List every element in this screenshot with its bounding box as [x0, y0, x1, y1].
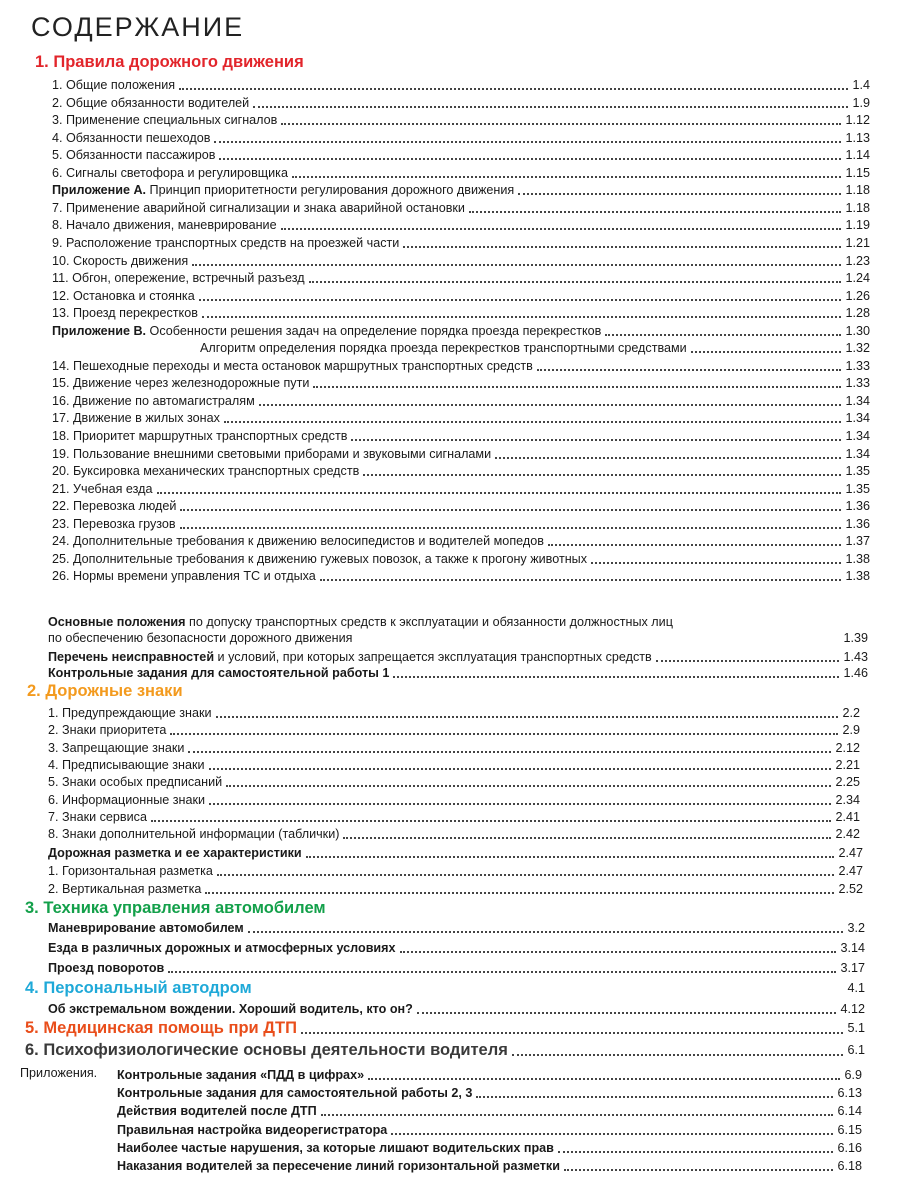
toc-entry-label: 19. Пользование внешними световыми приборами и звуковыми сигналами: [52, 446, 492, 461]
toc-entry-label: Контрольные задания для самостоятельной работы 2, 3: [117, 1086, 473, 1101]
toc-entry-page: 1.35: [845, 481, 870, 496]
toc-entry-page: 1.14: [845, 148, 870, 163]
toc-entry-page: 1.13: [845, 130, 870, 145]
leader-dots: [495, 456, 841, 459]
leader-dots: [351, 438, 841, 441]
toc-entry-page: 1.38: [845, 569, 870, 584]
toc-entry-basic-provisions-line2: [48, 628, 868, 646]
toc-entry-page: 1.34: [845, 411, 870, 426]
leader-dots: [393, 675, 839, 678]
leader-dots: [157, 491, 842, 494]
toc-entry: [52, 75, 870, 93]
toc-entry: [48, 999, 865, 1017]
leader-dots: [214, 140, 841, 143]
toc-entry-label: Наказания водителей за пересечение линий горизонтальной разметки: [117, 1159, 560, 1173]
toc-entry: [52, 303, 870, 321]
toc-entry-label: Контрольные задания «ПДД в цифрах»: [117, 1068, 365, 1082]
faults-text: и условий, при которых запрещается эксплуатация транспортных средств: [214, 650, 652, 664]
toc-entry: [117, 1101, 862, 1119]
basic-provisions-page: 1.39: [843, 631, 868, 645]
toc-entry-page: 4.12: [840, 1002, 865, 1016]
leader-dots: [179, 87, 848, 90]
toc-entry: [117, 1065, 862, 1083]
leader-dots: [301, 1031, 844, 1034]
section-1-title: 1. Правила дорожного движения: [35, 53, 304, 71]
toc-entry-bold-prefix: Приложение А.: [52, 183, 147, 198]
section-6-page: 6.1: [847, 1043, 865, 1057]
leader-dots: [321, 1113, 834, 1116]
section-4-title: 4. Персональный автодром: [25, 979, 252, 997]
toc-entry-label: 25. Дополнительные требования к движению гужевых повозок, а также к прогону животных: [52, 551, 588, 566]
basic-provisions-text: по допуску транспортных средств к эксплуатации и обязанности должностных лиц: [185, 615, 673, 629]
leader-dots: [216, 715, 839, 718]
toc-entry: [52, 391, 870, 409]
toc-entry: [52, 93, 870, 111]
toc-entry-label: Маневрирование автомобилем: [48, 921, 244, 935]
leader-dots: [512, 1053, 844, 1056]
toc-entry: [52, 110, 870, 128]
leader-dots: [309, 280, 842, 283]
toc-entry: [117, 1156, 862, 1174]
toc-entry-page: 1.32: [845, 341, 870, 356]
toc-entry: [52, 444, 870, 462]
leader-dots: [192, 263, 841, 266]
toc-entry-label: Алгоритм определения порядка проезда перекрестков транспортными средствами: [200, 341, 687, 356]
leader-dots: [403, 245, 841, 248]
toc-entry: [52, 373, 870, 391]
toc-entry: [48, 879, 863, 897]
section-4-page: 4.1: [847, 981, 865, 995]
toc-entry: [48, 938, 865, 956]
faults-page: 1.43: [843, 650, 868, 664]
leader-dots: [205, 891, 834, 894]
toc-entry: [48, 703, 860, 721]
toc-entry-page: 2.52: [838, 882, 863, 896]
toc-entry-label: 2. Общие обязанности водителей: [52, 95, 250, 110]
toc-entry-page: 1.24: [845, 271, 870, 286]
toc-entry: [48, 790, 860, 808]
appendices-prefix: Приложения.: [20, 1066, 98, 1080]
faults-bold: Перечень неисправностей: [48, 650, 215, 664]
leader-dots: [417, 1011, 837, 1014]
toc-entry-page: 6.16: [837, 1140, 862, 1155]
toc-entry-page: 2.34: [835, 792, 860, 807]
leader-dots: [209, 802, 831, 805]
toc-entry-label: 24. Дополнительные требования к движению велосипедистов и водителей мопедов: [52, 534, 544, 549]
toc-entry: [48, 807, 860, 825]
toc-entry: [52, 251, 870, 269]
leader-dots: [281, 227, 842, 230]
leader-dots: [518, 192, 841, 195]
toc-entry: [52, 233, 870, 251]
toc-entry-page: 1.34: [845, 429, 870, 443]
markings-page: 2.47: [838, 846, 863, 860]
leader-dots: [219, 157, 841, 160]
toc-entry: [52, 268, 870, 286]
toc-entry: [52, 426, 870, 444]
toc-entry-page: 3.17: [840, 961, 865, 975]
toc-entry: [52, 566, 870, 584]
toc-entry-page: 6.13: [837, 1086, 862, 1101]
toc-entry-label: 10. Скорость движения: [52, 253, 189, 268]
toc-entry-page: 1.38: [845, 551, 870, 566]
toc-entry-label: 15. Движение через железнодорожные пути: [52, 376, 310, 391]
section-5-page: 5.1: [847, 1021, 865, 1035]
page-title: СОДЕРЖАНИЕ: [31, 12, 245, 42]
toc-entry: [52, 286, 870, 304]
toc-entry-page: 2.21: [835, 757, 860, 772]
toc-entry-label: 13. Проезд перекрестков: [52, 306, 198, 321]
toc-entry-label: [52, 182, 514, 198]
toc-entry-label: 22. Перевозка людей: [52, 499, 177, 514]
toc-entry-label: 23. Перевозка грузов: [52, 516, 176, 531]
toc-entry-label: 1. Общие положения: [52, 78, 176, 92]
toc-entry-page: 3.2: [847, 921, 865, 935]
toc-entry-label: 8. Начало движения, маневрирование: [52, 218, 277, 233]
toc-entry-label: 12. Остановка и стоянка: [52, 288, 195, 303]
toc-entry-page: 2.2: [842, 706, 860, 720]
toc-entry-page: 1.36: [845, 499, 870, 514]
toc-entry: [52, 198, 870, 216]
toc-entry-page: 2.25: [835, 775, 860, 790]
leader-dots: [558, 1150, 834, 1153]
toc-entry-label: 17. Движение в жилых зонах: [52, 411, 220, 426]
toc-entry-page: 1.18: [845, 183, 870, 198]
leader-dots: [476, 1095, 833, 1098]
toc-entry-page: 6.18: [837, 1159, 862, 1173]
leader-dots: [363, 473, 841, 476]
section-5-title: 5. Медицинская помощь при ДТП: [25, 1019, 297, 1037]
leader-dots: [180, 526, 842, 529]
toc-entry: [48, 861, 863, 879]
toc-entry-label: 2. Знаки приоритета: [48, 723, 167, 738]
section-2-title: 2. Дорожные знаки: [27, 682, 183, 700]
toc-entry-page: 1.4: [852, 78, 870, 92]
toc-entry-page: 1.34: [845, 393, 870, 408]
toc-entry-page: 1.35: [845, 464, 870, 479]
leader-dots: [691, 350, 842, 353]
toc-entry-page: 6.9: [844, 1068, 862, 1082]
toc-entry-label: 3. Применение специальных сигналов: [52, 113, 278, 128]
toc-entry-control-1: [48, 663, 868, 681]
leader-dots: [469, 210, 842, 213]
basic-provisions-text-2: по обеспечению безопасности дорожного движения: [48, 631, 353, 645]
basic-provisions-bold: Основные положения: [48, 615, 186, 629]
toc-entry: [48, 824, 860, 842]
leader-dots: [226, 784, 831, 787]
toc-entry-label: 5. Обязанности пассажиров: [52, 148, 216, 163]
toc-entry-label: 16. Движение по автомагистралям: [52, 393, 255, 408]
leader-dots: [170, 732, 838, 735]
toc-entry: [52, 479, 870, 497]
leader-dots: [253, 105, 848, 108]
toc-entry-page: 1.12: [845, 113, 870, 128]
toc-entry: [48, 958, 865, 976]
leader-dots: [188, 750, 831, 753]
toc-entry-page: 1.33: [845, 376, 870, 391]
leader-dots: [605, 333, 841, 336]
toc-entry: [52, 496, 870, 514]
leader-dots: [292, 175, 842, 178]
toc-entry-page: 1.18: [845, 200, 870, 215]
toc-entry-label: 21. Учебная езда: [52, 481, 153, 496]
leader-dots: [537, 368, 842, 371]
toc-entry: [52, 128, 870, 146]
leader-dots: [343, 836, 831, 839]
leader-dots: [391, 1132, 833, 1135]
toc-entry-page: 2.42: [835, 827, 860, 842]
leader-dots: [224, 420, 842, 423]
toc-entry: [52, 321, 870, 339]
toc-entry-page: 1.21: [845, 235, 870, 250]
toc-entry-label: Правильная настройка видеорегистратора: [117, 1122, 388, 1137]
toc-entry-label: 6. Сигналы светофора и регулировщика: [52, 165, 288, 180]
toc-entry-label: 4. Обязанности пешеходов: [52, 130, 211, 145]
leader-dots: [180, 508, 841, 511]
toc-entry-label: 8. Знаки дополнительной информации (таблички): [48, 827, 340, 842]
toc-entry-label: Проезд поворотов: [48, 961, 165, 975]
toc-entry-label: [52, 323, 601, 339]
leader-dots: [248, 930, 844, 933]
toc-entry: [52, 514, 870, 532]
toc-entry-page: 1.28: [845, 306, 870, 321]
toc-entry-page: 6.15: [837, 1122, 862, 1137]
toc-entry: [52, 180, 870, 198]
leader-dots: [320, 578, 842, 581]
toc-entry-label: 7. Знаки сервиса: [48, 809, 147, 824]
toc-entry-markings: [48, 843, 863, 861]
leader-dots: [400, 950, 837, 953]
toc-entry-label: 11. Обгон, опережение, встречный разъезд: [52, 271, 305, 286]
control-1-page: 1.46: [843, 666, 868, 680]
toc-entry-label: Наиболее частые нарушения, за которые лишают водительских прав: [117, 1140, 554, 1155]
toc-entry-page: 1.19: [845, 218, 870, 233]
toc-entry: [48, 772, 860, 790]
section-3-title: 3. Техника управления автомобилем: [25, 899, 326, 917]
toc-entry-label: 2. Вертикальная разметка: [48, 882, 202, 896]
section-6-row: [25, 1040, 865, 1060]
toc-entry: [48, 720, 860, 738]
toc-entry-label: Езда в различных дорожных и атмосферных условиях: [48, 941, 396, 955]
toc-entry-label: 5. Знаки особых предписаний: [48, 775, 223, 790]
toc-entry-label: Действия водителей после ДТП: [117, 1104, 317, 1119]
control-1-label: Контрольные задания для самостоятельной работы 1: [48, 666, 390, 680]
toc-entry: [48, 918, 865, 936]
toc-entry: [117, 1120, 862, 1138]
leader-dots: [656, 659, 840, 662]
toc-entry: [200, 338, 870, 356]
markings-label: Дорожная разметка и ее характеристики: [48, 846, 302, 860]
toc-entry-page: 2.41: [835, 809, 860, 824]
toc-entry: [52, 215, 870, 233]
leader-dots: [281, 122, 841, 125]
section-5-row: [25, 1018, 865, 1038]
toc-entry-page: 1.33: [845, 358, 870, 373]
toc-entry: [52, 408, 870, 426]
toc-entry-label: 18. Приоритет маршрутных транспортных средств: [52, 429, 348, 443]
leader-dots: [313, 385, 841, 388]
leader-dots: [199, 298, 842, 301]
toc-entry-label: 1. Предупреждающие знаки: [48, 706, 212, 720]
toc-entry-page: 3.14: [840, 941, 865, 955]
toc-entry-page: 1.37: [845, 534, 870, 549]
leader-dots: [548, 543, 842, 546]
toc-entry: [52, 461, 870, 479]
leader-dots: [564, 1168, 834, 1171]
toc-entry-page: 6.14: [837, 1104, 862, 1119]
leader-dots: [168, 970, 836, 973]
toc-entry: [52, 163, 870, 181]
toc-entry-label: Об экстремальном вождении. Хороший водитель, кто он?: [48, 1002, 413, 1016]
leader-dots: [209, 767, 832, 770]
section-6-title: 6. Психофизиологические основы деятельности водителя: [25, 1041, 508, 1059]
toc-entry-label: 9. Расположение транспортных средств на проезжей части: [52, 235, 400, 250]
toc-entry-label: 14. Пешеходные переходы и места остановок маршрутных транспортных средств: [52, 358, 533, 373]
toc-entry-page: 1.34: [845, 446, 870, 461]
toc-entry-label: 4. Предписывающие знаки: [48, 757, 205, 772]
toc-entry: [52, 531, 870, 549]
toc-entry-text: Принцип приоритетности регулирования дорожного движения: [146, 183, 515, 198]
toc-entry: [52, 356, 870, 374]
leader-dots: [591, 561, 841, 564]
toc-entry-label: 7. Применение аварийной сигнализации и знака аварийной остановки: [52, 200, 465, 215]
leader-dots: [151, 819, 832, 822]
toc-entry: [52, 549, 870, 567]
toc-entry-page: 1.23: [845, 253, 870, 268]
section-4-row: [25, 978, 865, 998]
toc-entry: [52, 145, 870, 163]
toc-entry-page: 1.30: [845, 323, 870, 338]
leader-dots: [259, 403, 842, 406]
toc-entry-label: 6. Информационные знаки: [48, 792, 206, 807]
toc-entry-page: 2.47: [838, 864, 863, 878]
toc-entry-page: 2.12: [835, 740, 860, 755]
leader-dots: [217, 873, 835, 876]
toc-entry: [48, 738, 860, 756]
toc-entry-label: 3. Запрещающие знаки: [48, 740, 185, 755]
toc-entry-label: 1. Горизонтальная разметка: [48, 864, 213, 878]
leader-dots: [202, 315, 842, 318]
toc-entry: [48, 755, 860, 773]
toc-entry-label: 20. Буксировка механических транспортных средств: [52, 464, 360, 479]
leader-dots: [306, 855, 835, 858]
toc-entry-bold-prefix: Приложение В.: [52, 323, 147, 338]
toc-entry-page: 1.36: [845, 516, 870, 531]
toc-entry-page: 2.9: [842, 723, 860, 738]
toc-entry: [117, 1083, 862, 1101]
toc-entry-label: 26. Нормы времени управления ТС и отдыха: [52, 569, 316, 584]
toc-entry-text: Особенности решения задач на определение порядка проезда перекрестков: [146, 323, 602, 338]
toc-entry-page: 1.15: [845, 165, 870, 180]
toc-entry-page: 1.26: [845, 288, 870, 303]
leader-dots: [368, 1077, 840, 1080]
toc-entry-page: 1.9: [852, 95, 870, 110]
toc-entry: [117, 1138, 862, 1156]
